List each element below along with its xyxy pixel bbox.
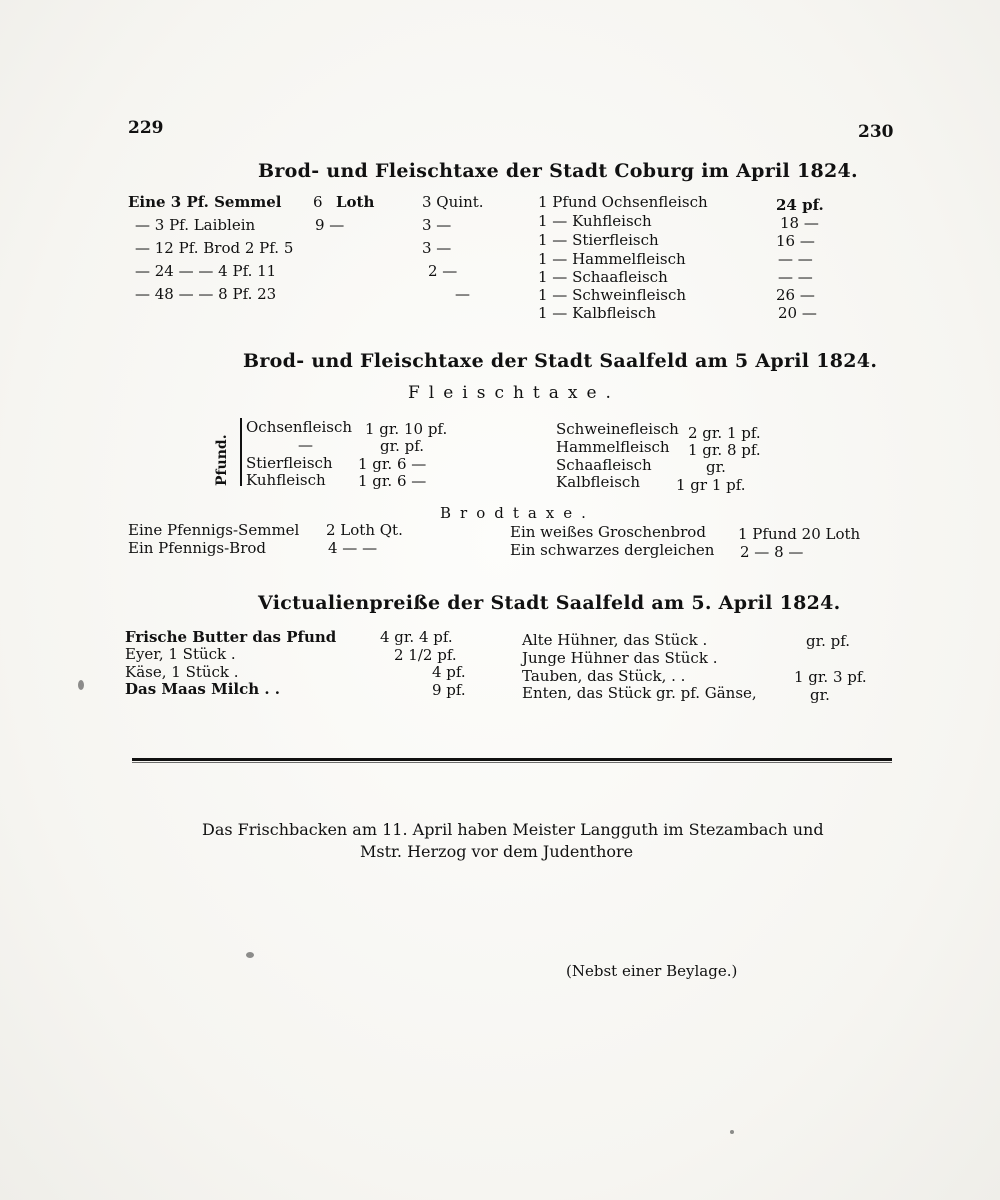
bread-quint: 3 —: [422, 239, 452, 257]
meat-item: —: [298, 436, 313, 454]
meat-item: Schweinefleisch: [556, 420, 679, 438]
meat-item: Ochsenfleisch: [246, 418, 353, 436]
bread-unit: Loth: [336, 193, 375, 211]
victual-price: 1 gr. 3 pf.: [794, 668, 867, 686]
victual-item: Enten, das Stück gr. pf. Gänse,: [522, 684, 757, 702]
meat-item: 1 — Kuhfleisch: [538, 212, 652, 230]
footer-note: (Nebst einer Beylage.): [566, 962, 738, 980]
bread-quint: 3 Quint.: [422, 193, 484, 211]
saalfeld-title: Brod- und Fleischtaxe der Stadt Saalfeld am 5 April 1824.: [243, 350, 878, 372]
notice-line-1: Das Frischbacken am 11. April haben Meister Langguth im Stezambach und: [202, 820, 824, 839]
bread-item: — 24 — — 4 Pf. 11: [135, 262, 277, 280]
victual-item: Tauben, das Stück, . .: [522, 667, 686, 685]
bread-quint: 3 —: [422, 216, 452, 234]
meat-item: 1 Pfund Ochsenfleisch: [538, 193, 708, 211]
meat-price: 1 gr. 6 —: [358, 455, 427, 473]
notice-line-2: Mstr. Herzog vor dem Judenthore: [360, 842, 634, 861]
pfund-side-label: Pfund.: [214, 434, 230, 486]
meat-item: Schaafleisch: [556, 456, 652, 474]
bread-item: Eine Pfennigs-Semmel: [128, 521, 300, 539]
meat-item: 1 — Stierfleisch: [538, 231, 659, 249]
meat-price: 20 —: [778, 304, 817, 322]
meat-item: 1 — Hammelfleisch: [538, 250, 686, 268]
page-number-right: 230: [858, 122, 894, 142]
meat-price: 1 gr. 8 pf.: [688, 441, 761, 459]
victual-price: gr. pf.: [806, 632, 851, 650]
victualien-title: Victualienpreiße der Stadt Saalfeld am 5. April 1824.: [258, 592, 841, 614]
bread-weight: 2 — 8 —: [740, 543, 804, 561]
meat-item: 1 — Kalbfleisch: [538, 304, 657, 322]
meat-item: 1 — Schweinfleisch: [538, 286, 687, 304]
meat-price: — —: [778, 268, 813, 286]
bread-weight: 6: [313, 193, 323, 211]
bread-item: Eine 3 Pf. Semmel: [128, 193, 282, 211]
section-divider-thin: [132, 762, 892, 763]
victual-item: Käse, 1 Stück .: [125, 663, 239, 681]
bread-item: Ein weißes Groschenbrod: [510, 523, 706, 541]
bread-weight: 4 — —: [328, 539, 378, 557]
victual-price: 9 pf.: [432, 681, 466, 699]
victual-item: Frische Butter das Pfund: [125, 628, 337, 646]
bread-item: Ein Pfennigs-Brod: [128, 539, 267, 557]
section-divider: [132, 758, 892, 761]
victual-price: 4 gr. 4 pf.: [380, 628, 453, 646]
meat-item: 1 — Schaafleisch: [538, 268, 668, 286]
bread-weight: 9 —: [315, 216, 345, 234]
meat-price: gr. pf.: [380, 437, 425, 455]
bread-weight: 2 Loth Qt.: [326, 521, 403, 539]
victual-item: Eyer, 1 Stück .: [125, 645, 236, 663]
victual-price: 2 1/2 pf.: [394, 646, 457, 664]
meat-price: 26 —: [776, 286, 815, 304]
meat-price: 2 gr. 1 pf.: [688, 424, 761, 442]
bread-quint: 2 —: [428, 262, 458, 280]
bread-quint: —: [455, 285, 470, 303]
meat-item: Stierfleisch: [246, 454, 333, 472]
bread-weight: 1 Pfund 20 Loth: [738, 525, 861, 543]
bread-item: — 48 — — 8 Pf. 23: [135, 285, 277, 303]
meat-price: 24 pf.: [776, 196, 824, 214]
bread-item: — 12 Pf. Brod 2 Pf. 5: [135, 239, 294, 257]
fleischtaxe-subtitle: Fleischtaxe.: [408, 383, 620, 403]
victual-price: gr.: [810, 686, 830, 704]
victual-item: Alte Hühner, das Stück .: [522, 631, 708, 649]
victual-item: Junge Hühner das Stück .: [522, 649, 718, 667]
meat-price: 18 —: [780, 214, 819, 232]
print-speck: [730, 1130, 734, 1134]
meat-price: 1 gr. 6 —: [358, 472, 427, 490]
meat-price: 16 —: [776, 232, 815, 250]
meat-price: gr.: [706, 458, 726, 476]
brodtaxe-subtitle: Brodtaxe.: [440, 504, 595, 522]
meat-item: Kalbfleisch: [556, 473, 640, 491]
bracket-line: [240, 418, 242, 486]
meat-price: 1 gr. 10 pf.: [365, 420, 448, 438]
meat-item: Hammelfleisch: [556, 438, 670, 456]
bread-item: — 3 Pf. Laiblein: [135, 216, 256, 234]
page-number-left: 229: [128, 118, 164, 138]
print-speck: [246, 952, 254, 958]
meat-item: Kuhfleisch: [246, 471, 326, 489]
bread-item: Ein schwarzes dergleichen: [510, 541, 715, 559]
victual-item: Das Maas Milch . .: [125, 680, 281, 698]
meat-price: — —: [778, 250, 813, 268]
print-speck: [78, 680, 84, 690]
meat-price: 1 gr 1 pf.: [676, 476, 746, 494]
victual-price: 4 pf.: [432, 663, 466, 681]
coburg-title: Brod- und Fleischtaxe der Stadt Coburg im April 1824.: [258, 160, 858, 182]
